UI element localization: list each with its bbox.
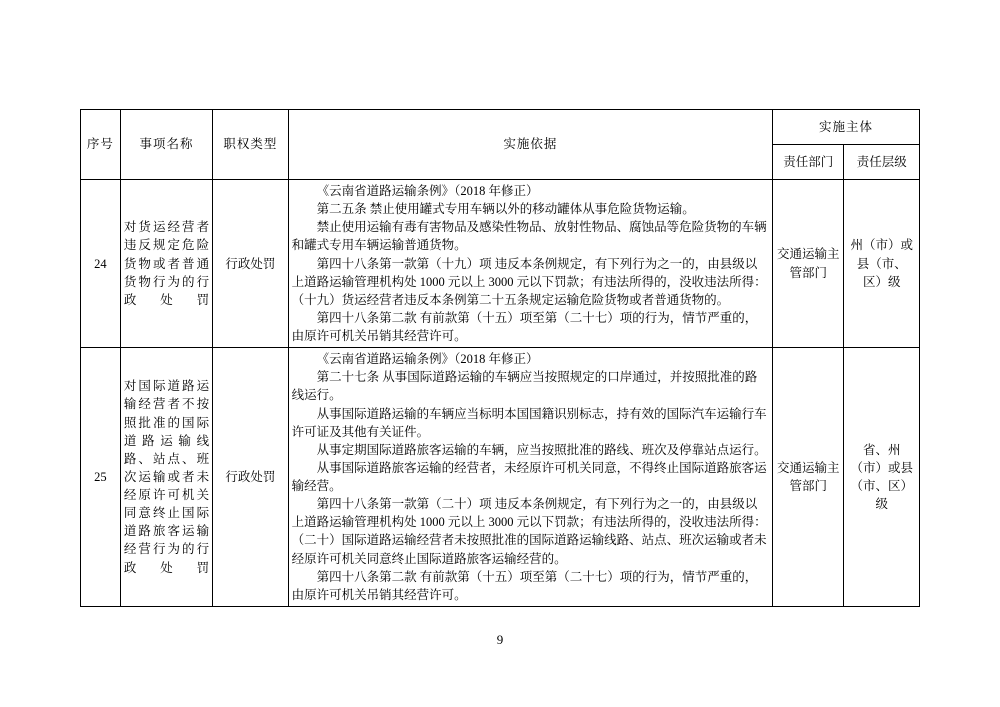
header-basis: 实施依据 (288, 110, 773, 180)
row-seq: 25 (81, 348, 121, 607)
basis-line: 《云南省道路运输条例》（2018 年修正） (316, 184, 539, 198)
basis-line: 《云南省道路运输条例》（2018 年修正） (316, 352, 539, 367)
row-seq: 24 (81, 180, 121, 348)
header-responsible-dept: 责任部门 (773, 145, 844, 180)
basis-line: 第四十八条第二款 有前款第（十五）项至第（二十七）项的行为，情节严重的，由原许可机关吊销其经营许可。 (291, 310, 758, 343)
basis-line: 从事定期国际道路旅客运输的车辆，应当按照批准的路线、班次及停靠站点运行。 (316, 442, 767, 457)
basis-line: 第四十八条第二款 有前款第（十五）项至第（二十七）项的行为，情节严重的，由原许可机关吊销其经营许可。 (291, 569, 758, 602)
header-subject-group: 实施主体 (773, 110, 920, 145)
row-responsible-dept: 交通运输主管部门 (773, 348, 844, 607)
page-number: 9 (496, 632, 504, 647)
basis-line: 第二五条 禁止使用罐式专用车辆以外的移动罐体从事危险货物运输。 (316, 202, 695, 217)
basis-line: 第二十七条 从事国际道路运输的车辆应当按照规定的口岸通过，并按照批准的路线运行。 (291, 370, 758, 403)
basis-line: 第四十八条第一款第（二十）项 违反本条例规定，有下列行为之一的，由县级以上道路运输管理机构处 1000 元以上 3000 元以下罚款；有违法所得的，没收违法所得：（二十）国际道路运输经营者未按照批准的国际道路运输线路、站点、班次运输或者未经原许可机关同意终止国际道路旅客运输经营的。 (291, 497, 767, 566)
row-item-name: 对国际道路运输经营者不按照批准的国际道路运输线路、站点、班次运输或者未经原许可机关同意终止国际道路旅客运输经营行为的行政处罚 (120, 348, 212, 607)
row-responsible-level: 州（市）或县（市、区）级 (844, 180, 920, 348)
basis-line: 第四十八条第一款第（十九）项 违反本条例规定，有下列行为之一的，由县级以上道路运输管理机构处 1000 元以上 3000 元以下罚款；有违法所得的，没收违法所得：（十九）货运经营者违反本条例第二十五条规定运输危险货物或者普通货物的。 (291, 256, 767, 307)
header-responsible-level: 责任层级 (844, 145, 920, 180)
row-power-type: 行政处罚 (213, 348, 289, 607)
table-row (81, 180, 920, 348)
power-list-table-wrapper (80, 109, 920, 607)
header-item-name: 事项名称 (120, 110, 212, 180)
power-list-table (80, 109, 920, 607)
row-power-type: 行政处罚 (213, 180, 289, 348)
basis-line: 从事国际道路旅客运输的经营者，未经原许可机关同意，不得终止国际道路旅客运输经营。 (291, 460, 767, 493)
header-seq: 序号 (81, 110, 121, 180)
row-basis (288, 180, 773, 348)
row-basis (288, 348, 773, 607)
header-power-type: 职权类型 (213, 110, 289, 180)
table-header-row-1 (81, 110, 920, 145)
row-responsible-dept: 交通运输主管部门 (773, 180, 844, 348)
row-responsible-level: 省、州（市）或县（市、区）级 (844, 348, 920, 607)
basis-line: 禁止使用运输有毒有害物品及感染性物品、放射性物品、腐蚀品等危险货物的车辆和罐式专用车辆运输普通货物。 (291, 220, 767, 253)
basis-line: 从事国际道路运输的车辆应当标明本国国籍识别标志，持有效的国际汽车运输行车许可证及其他有关证件。 (291, 406, 767, 439)
table-row (81, 348, 920, 607)
row-item-name: 对货运经营者违反规定危险货物或者普通货物行为的行政处罚 (120, 180, 212, 348)
